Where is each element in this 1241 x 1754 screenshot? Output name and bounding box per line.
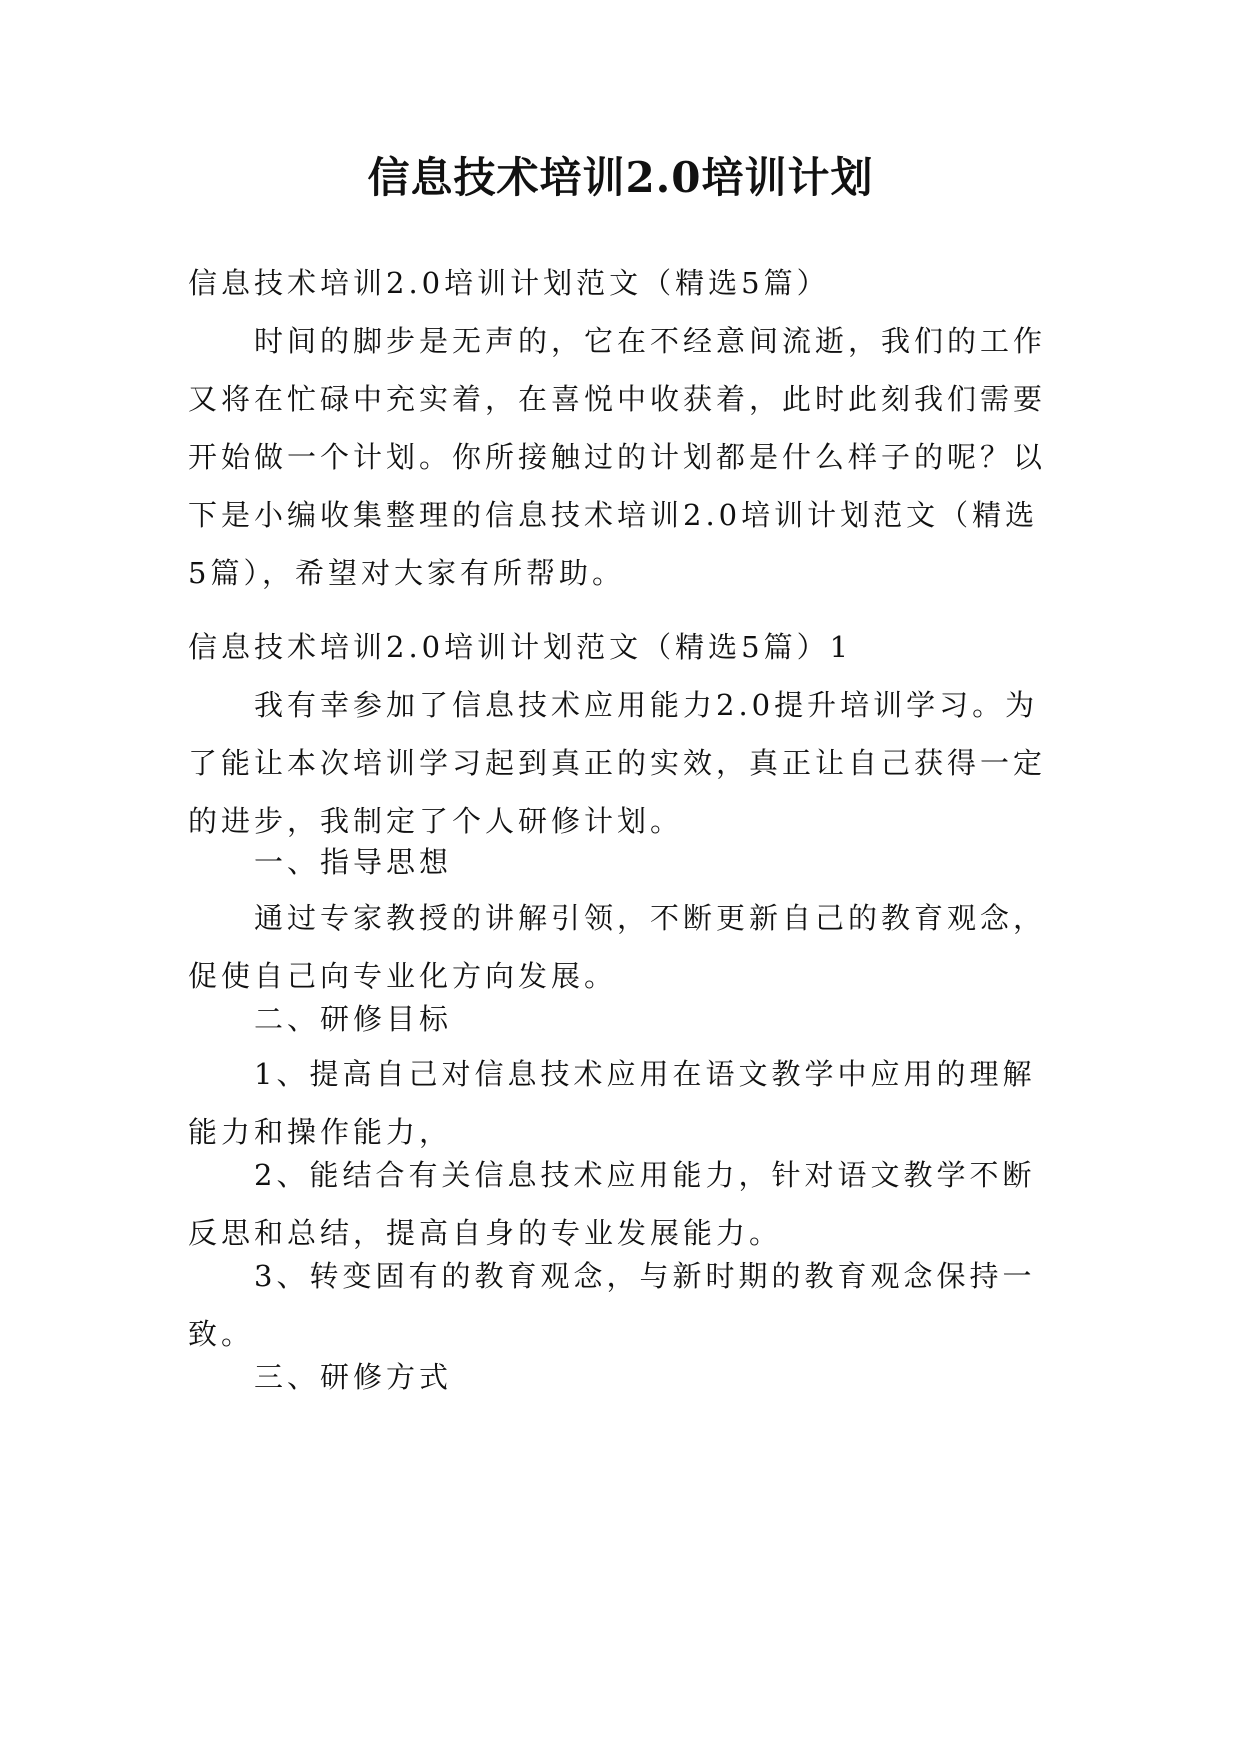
goal-item-1: 1、提高自己对信息技术应用在语文教学中应用的理解能力和操作能力， <box>188 1057 1036 1149</box>
section-title-1: 信息技术培训2.0培训计划范文（精选5篇）1 <box>188 630 853 664</box>
document-subtitle: 信息技术培训2.0培训计划范文（精选5篇） <box>188 266 830 300</box>
heading-study-methods: 三、研修方式 <box>254 1360 453 1394</box>
heading-guiding-ideology: 一、指导思想 <box>254 845 453 879</box>
section1-intro-paragraph: 我有幸参加了信息技术应用能力2.0提升培训学习。为了能让本次培训学习起到真正的实效，真正让自己获得一定的进步，我制定了个人研修计划。 <box>188 688 1047 838</box>
guiding-ideology-text: 通过专家教授的讲解引领，不断更新自己的教育观念，促使自己向专业化方向发展。 <box>188 901 1047 993</box>
intro-paragraph: 时间的脚步是无声的，它在不经意间流逝，我们的工作又将在忙碌中充实着，在喜悦中收获着，此时此刻我们需要开始做一个计划。你所接触过的计划都是什么样子的呢？以下是小编收集整理的信息技术培训2.0培训计划范文（精选5篇），希望对大家有所帮助。 <box>188 324 1047 590</box>
goal-item-3: 3、转变固有的教育观念，与新时期的教育观念保持一致。 <box>188 1259 1036 1351</box>
goal-item-2: 2、能结合有关信息技术应用能力，针对语文教学不断反思和总结，提高自身的专业发展能力。 <box>188 1158 1036 1250</box>
heading-study-goals: 二、研修目标 <box>254 1002 453 1036</box>
page-title: 信息技术培训2.0培训计划 <box>367 153 874 202</box>
